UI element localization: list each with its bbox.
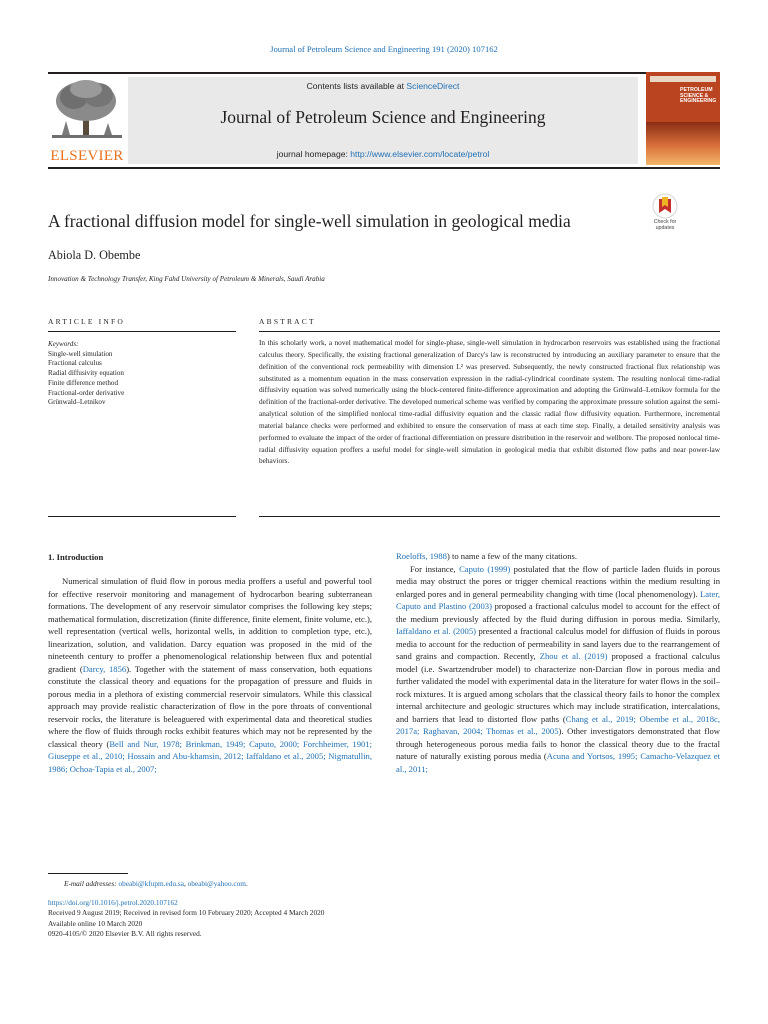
available-online-date: Available online 10 March 2020: [48, 918, 143, 928]
citation-links[interactable]: Acuna and Yortsos, 1995; Camacho-Velazquez et al., 2011;: [396, 751, 721, 774]
article-info-bottom-rule: [48, 516, 236, 517]
citation-link[interactable]: Caputo (1999): [459, 563, 511, 574]
masthead-bottom-rule: [48, 167, 720, 169]
article-info-rule: [48, 331, 236, 332]
elsevier-tree-icon: [48, 77, 126, 143]
footnote-rule: [48, 873, 128, 874]
paragraph-text: ) to name a few of the many citations.: [446, 551, 577, 561]
email-separator: ,: [183, 879, 188, 888]
masthead-top-rule: [48, 72, 720, 74]
copyright-line: 0920-4105/© 2020 Elsevier B.V. All rights reserved.: [48, 928, 202, 938]
author-name[interactable]: Abiola D. Obembe: [48, 248, 141, 262]
paragraph-text: Numerical simulation of fluid flow in porous media proffers a useful and powerful tool for effective reservoir monitoring and management of hydrocarbon bearing subterranean formations. The development of any reservoir simulator comprises the following key steps; mathematical formulation, discretization (finite difference, finite element, finite volume, etc.), well representation (vertical wells, horizontal wells, in addition to completion type, etc.), linearization, solution, and validation. Darcy equation was proposed in the mid of the nineteenth century to proffer a phenomenological relationship between flux and potential gradient (: [48, 576, 372, 674]
cover-title: PETROLEUM SCIENCE & ENGINEERING: [680, 87, 717, 105]
keyword-item: Fractional calculus: [48, 359, 102, 368]
paragraph-text: proposed a fractional calculus model to account for the effect of the medium previously affected by the fluid during diffusion in porous media. Similarly,: [396, 601, 720, 624]
abstract-rule: [259, 331, 720, 332]
keywords-label: Keywords:: [48, 340, 79, 348]
abstract-heading: ABSTRACT: [259, 317, 316, 326]
keyword-item: Finite difference method: [48, 378, 118, 387]
keyword-item: Single-well simulation: [48, 349, 113, 358]
sciencedirect-link[interactable]: ScienceDirect: [406, 81, 460, 91]
citation-link[interactable]: Iaffaldano et al. (2005): [396, 626, 476, 636]
citation-link[interactable]: Roeloffs, 1988: [396, 551, 447, 561]
introduction-right-column: [396, 550, 720, 775]
paragraph-text: ). Other investigators demonstrated that flow through heterogeneous porous media fails to honor the classical theory due to the fractal nature of naturally existing porous media (: [396, 726, 720, 761]
email-link[interactable]: obeabi@yahoo.com: [187, 879, 246, 888]
check-for-updates-badge[interactable]: [648, 193, 682, 233]
email-footnote: [64, 879, 248, 888]
check-for-updates-icon: [648, 193, 682, 219]
citation-links[interactable]: Bell and Nur, 1978; Brinkman, 1949; Caputo, 2000; Forchheimer, 1901; Giuseppe et al., 2010; Hossain and Abu-khamsin, 2012; Iaffaldano et al., 2005; Nigmatullin, 1986; Ochoa-Tapia et al., 2007;: [48, 738, 372, 774]
email-end: .: [245, 879, 248, 888]
keyword-item: Grünwald–Letnikov: [48, 398, 106, 407]
introduction-paragraph: [396, 563, 720, 776]
doi-link[interactable]: https://doi.org/10.1016/j.petrol.2020.107162: [48, 898, 178, 907]
received-dates: Received 9 August 2019; Received in revised form 10 February 2020; Accepted 4 March 2020: [48, 908, 325, 918]
keyword-item: Fractional-order derivative: [48, 388, 125, 397]
citation-link[interactable]: Zhou et al. (2019): [539, 651, 608, 661]
introduction-heading: 1. Introduction: [48, 552, 104, 562]
cover-header-band: [650, 76, 716, 82]
paragraph-text: ). Together with the statement of mass conservation, both equations constitute the classical theory and equations for the propagation of pressure and fluids in porous media in a plethora of existing commercial reservoir simulators. While this classical approach may provide realistic characterization of flow in the pore throats of conventional reservoir rocks, the literature is beleaguered with experimental data and theoretical studies where the flow of fluids through rocks exhibit features which may not be represented by the classical theory (: [48, 663, 373, 749]
introduction-paragraph: [396, 550, 720, 563]
homepage-line: [128, 149, 638, 159]
journal-masthead: [48, 70, 720, 170]
journal-reference-link[interactable]: Journal of Petroleum Science and Engineering 191 (2020) 107162: [270, 44, 498, 54]
citation-link[interactable]: Darcy, 1856: [82, 663, 127, 674]
homepage-prefix: journal homepage:: [276, 149, 351, 159]
homepage-link[interactable]: http://www.elsevier.com/locate/petrol: [350, 149, 490, 159]
citation-link[interactable]: Later, Caputo and Plastino (2003): [396, 588, 720, 611]
check-for-updates-label: Check for updates: [653, 219, 677, 231]
journal-title: Journal of Petroleum Science and Engineering: [220, 107, 546, 127]
abstract-text: In this scholarly work, a novel mathematical model for single-phase, single-well simulation in hydrocarbon reservoirs was established using the fractional calculus theory. Specifically, the existing fractional generalization of Darcy's law is reconstructed by introducing an auxiliary parameter to ensure that the definition of the conventional rock permeability with dimension L² was preserved. Subsequently, the newly constructed fractional flux relationship was substituted as a momentum equation in the mass conservation expression in the radial-cylindrical coordinate system. The resulting nonlocal time-radial diffusivity equation was solved numerically using the block-centered finite-difference approximation and adopting the Grünwald–Letnikov formula for the definition of the fractional-order derivative. The developed numerical scheme was verified by comparing the approximate pressure solution against the semi-analytical solution of the simplified nonlocal time-radial diffusivity equation and the classic radial flow diffusivity equation. Furthermore, incremental material balance checks were performed and exhibited to ensure the conservation of mass at each time step. Finally, a detailed sensitivity analysis was performed to evaluate the impact of the order of fractional differentiation on pressure distribution in the reservoir and wellbore. The proposed nonlocal time-radial diffusivity equation proffers a useful model for single-well simulation in geological media that exhibit distorted flow paths and near power-law behaviors.: [259, 338, 720, 466]
paragraph-text: proposed a fractional calculus model (i.e. Swartzendruber model) to characterize non-Darcian flow in porous media and further validated the model with experimental data in the literature for water flows in the soil–rock mixtures. It is argued among scholars that the classical theory fails to honor the complex internal architecture and geologic structures which may include stratification, intercalations, and barriers that lead to distorted flow paths (: [396, 651, 720, 724]
paragraph-text: For instance,: [410, 563, 460, 574]
keywords-block: [48, 340, 236, 408]
paragraph-text: presented a fractional calculus model for diffusion of fluids in porous media to account for the reduction of permeability in sand layers due to the rearrangement of sand grains and compaction. Recently,: [396, 626, 720, 661]
contents-prefix: Contents lists available at: [306, 81, 407, 91]
journal-cover-thumbnail[interactable]: [646, 72, 720, 165]
publication-details: [48, 898, 324, 939]
contents-line: [128, 81, 638, 91]
introduction-left-column: [48, 575, 372, 775]
email-label: E-mail addresses:: [64, 879, 117, 888]
elsevier-wordmark: ELSEVIER: [50, 148, 124, 164]
paragraph-text: postulated that the flow of particle laden fluids in porous media may obstruct the pores or trigger chemical reactions within the medium resulting in enlarged pores and in general permeability changing with time (local phenomenology).: [396, 563, 720, 599]
abstract-bottom-rule: [259, 516, 720, 517]
article-info-heading: ARTICLE INFO: [48, 317, 125, 326]
keyword-item: Radial diffusivity equation: [48, 369, 124, 378]
citation-links[interactable]: Chang et al., 2019; Obembe et al., 2018c, 2017a; Raghavan, 2004; Thomas et al., 2005: [396, 713, 720, 736]
cover-image-band: [646, 122, 720, 165]
article-title: A fractional diffusion model for single-well simulation in geological media: [48, 211, 571, 231]
journal-title-box: [128, 77, 638, 164]
email-link[interactable]: obeabi@kfupm.edu.sa: [118, 879, 184, 888]
elsevier-logo: [48, 77, 126, 165]
introduction-paragraph: [48, 575, 372, 775]
author-affiliation: Innovation & Technology Transfer, King Fahd University of Petroleum & Minerals, Saudi Arabia: [48, 275, 325, 283]
